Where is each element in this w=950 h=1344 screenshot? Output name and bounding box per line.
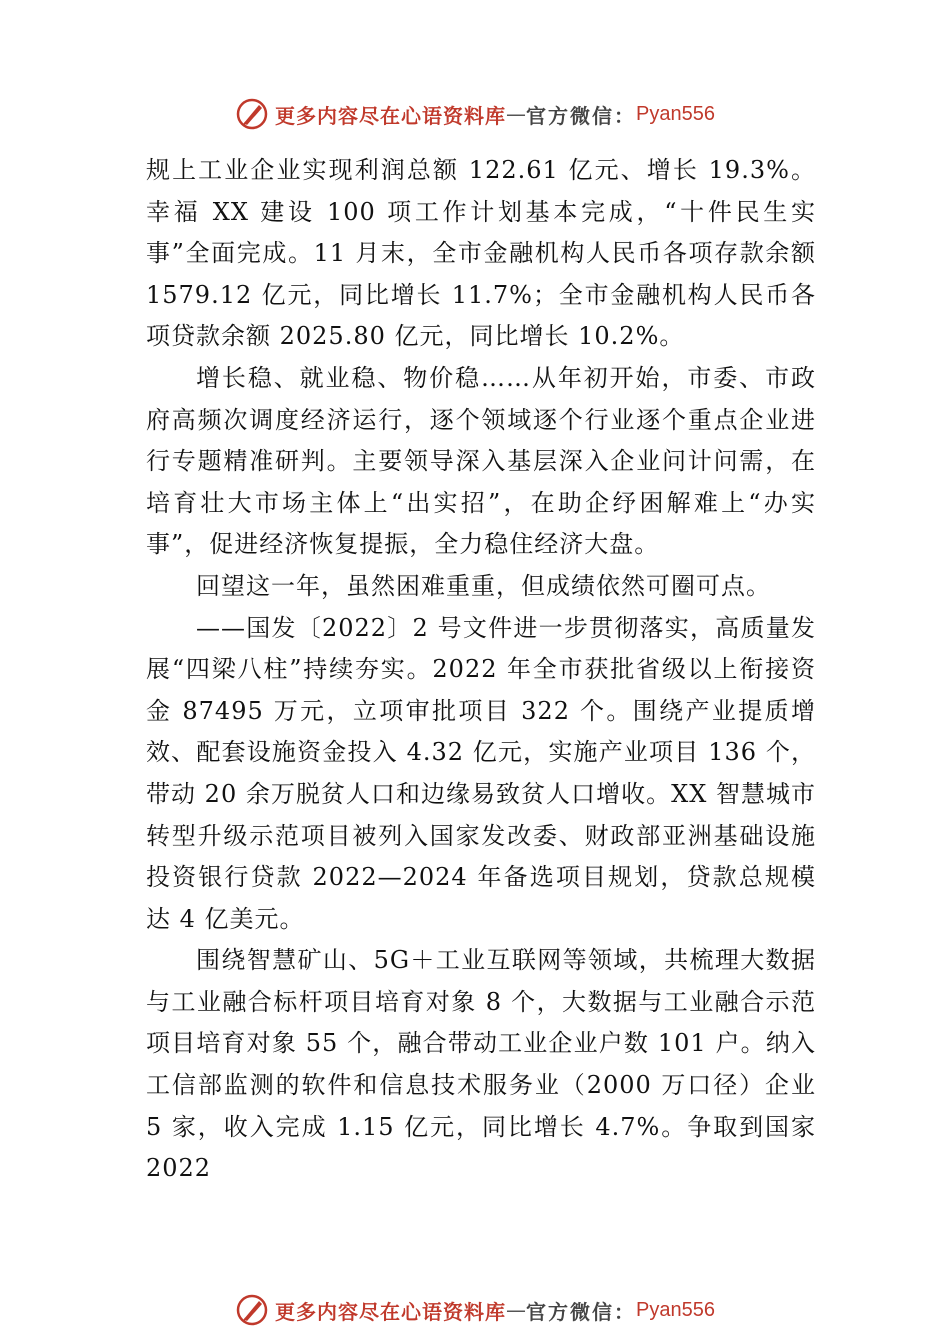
- footer-banner: [0, 1288, 950, 1332]
- quill-pen-icon: [235, 1293, 269, 1327]
- paragraph-2: 增长稳、就业稳、物价稳……从年初开始，市委、市政府高频次调度经济运行，逐个领域逐个行业逐个重点企业进 行专题精准研判。主要领导深入基层深入企业问计问需，在培育壮大市场主体上“出实招”，在助企纾困解难上“办实事”，促进经济恢复提振，全力稳住经济大盘。: [146, 363, 816, 559]
- paragraph-3: 回望这一年，虽然困难重重，但成绩依然可圈可点。: [196, 571, 771, 600]
- paragraph-1: 规上工业企业实现利润总额 122.61 亿元、增长 19.3%。幸福 XX 建设 100 项工作计划基本完成，“十件民生实事”全面完成。11 月末，全市金融机构人民币各项存款余额 1579.12 亿元，同比增长 11.7%；全市金融机构人民币各项贷款余额 2025.80 亿元，同比增长 10.2%。: [146, 156, 816, 351]
- wechat-label: 官方微信：: [526, 1299, 637, 1324]
- wechat-id: Pyan556: [636, 1298, 715, 1321]
- banner-separator: —: [506, 1298, 527, 1322]
- paragraph-5: 围绕智慧矿山、5G＋工业互联网等领域，共梳理大数据与工业融合标杆项目培育对象 8 个，大数据与工业融合示范项目培育对象 55 个，融合带动工业企业户数 101 户。纳入工信部监测的软件和信息技术服务业（2000 万口径）企业 5 家，收入完成 1.15 亿元，同比增长 4.7%。争取到国家 2022: [146, 946, 816, 1183]
- quill-pen-icon: [235, 97, 269, 131]
- wechat-label: 官方微信：: [526, 103, 637, 128]
- wechat-id: Pyan556: [636, 102, 715, 125]
- document-body: [146, 150, 816, 1190]
- paragraph-4: ——国发〔2022〕2 号文件进一步贯彻落实，高质量发展“四梁八柱”持续夯实。2022 年全市获批省级以上衔接资金 87495 万元，立项审批项目 322 个。围绕产业提质增效、配套设施资金投入 4.32 亿元，实施产业项目 136 个，带动 20 余万脱贫人口和边缘易致贫人口增收。XX 智慧城市转型升级示范项目被列入国家发改委、财政部亚洲基础设施投资银行贷款 2022—2024 年备选项目规划，贷款总规模达 4 亿美元。: [146, 613, 816, 933]
- header-banner: [0, 92, 950, 136]
- brand-name: 更多内容尽在心语资料库: [275, 103, 507, 128]
- banner-separator: —: [506, 102, 527, 126]
- brand-name: 更多内容尽在心语资料库: [275, 1299, 507, 1324]
